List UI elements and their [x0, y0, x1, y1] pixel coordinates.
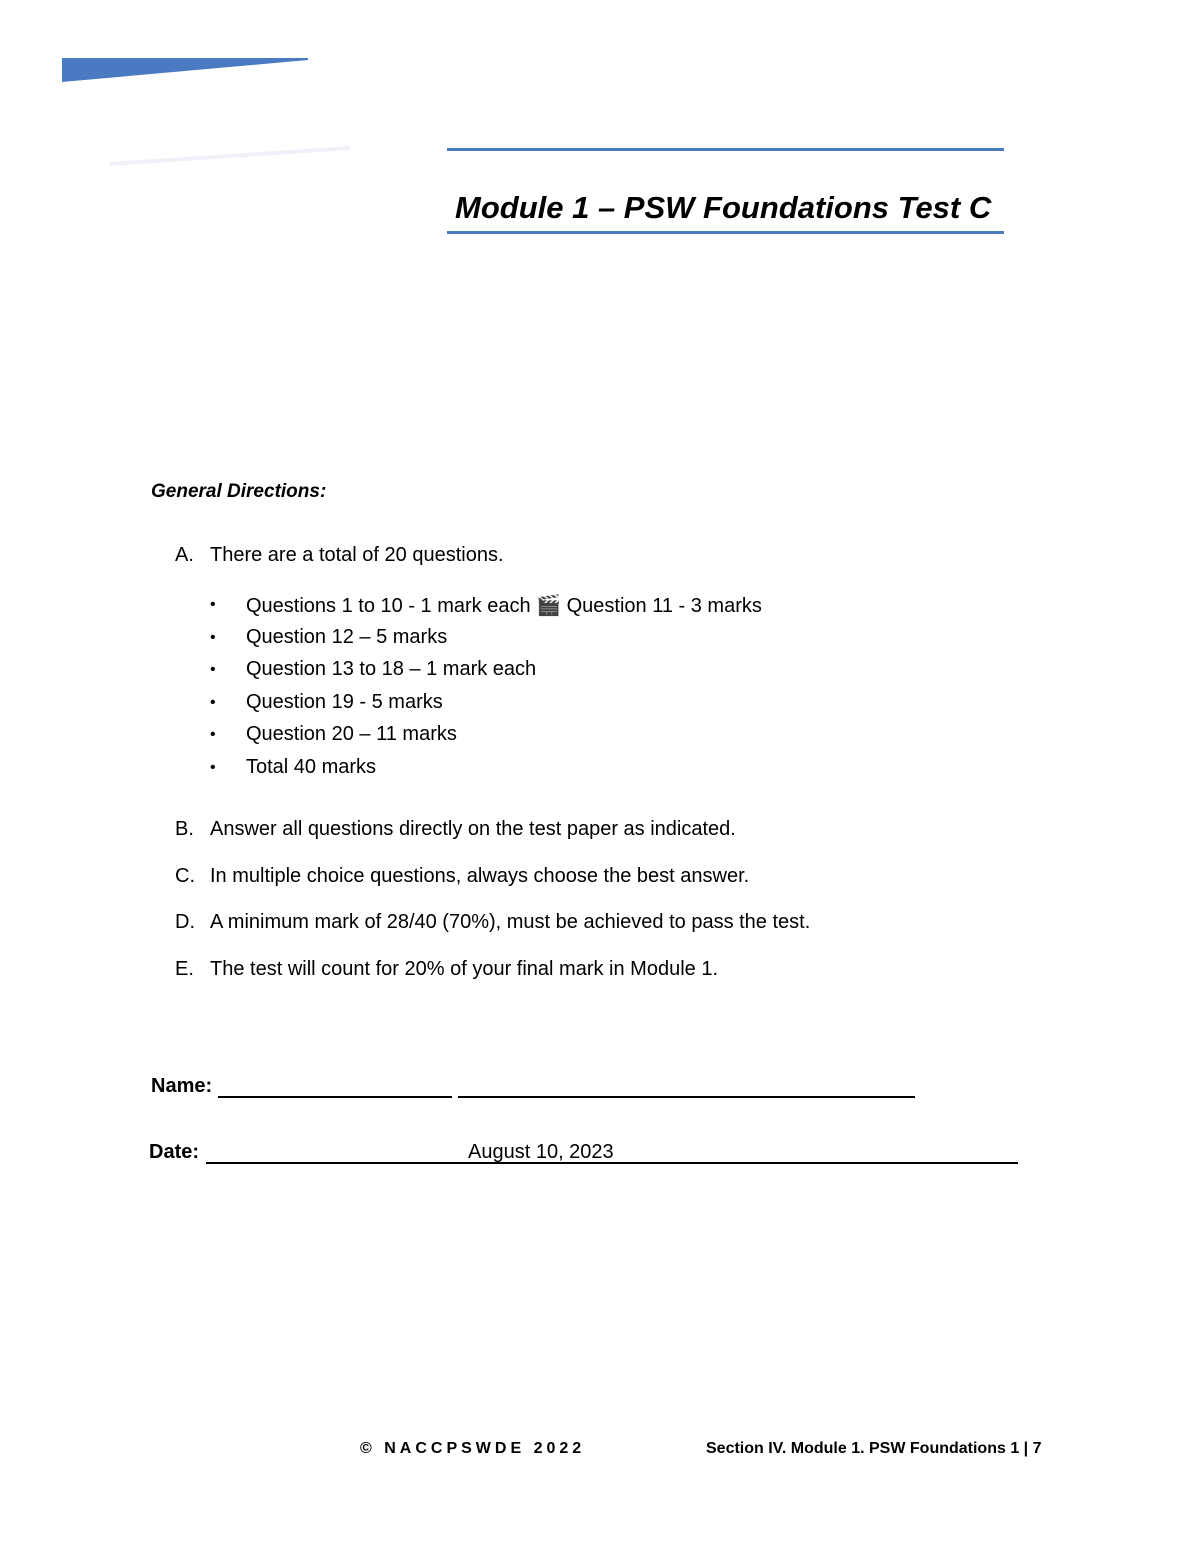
bullet-marker: • [210, 726, 216, 743]
direction-letter: D. [175, 911, 195, 933]
name-line-first[interactable] [218, 1096, 452, 1098]
direction-item: There are a total of 20 questions. [210, 544, 504, 566]
bullet-marker: • [210, 759, 216, 776]
direction-item: Answer all questions directly on the test paper as indicated. [210, 818, 736, 840]
date-value: August 10, 2023 [468, 1141, 614, 1163]
name-line-last[interactable] [458, 1096, 915, 1098]
direction-item: The test will count for 20% of your final mark in Module 1. [210, 958, 719, 980]
footer-copyright: © NACCPSWDE 2022 [360, 1440, 586, 1457]
direction-letter: B. [175, 818, 194, 840]
directions-heading: General Directions: [151, 481, 327, 502]
date-label: Date: [149, 1141, 200, 1163]
direction-letter: C. [175, 865, 195, 887]
bullet-marker: • [210, 661, 216, 678]
bullet-item: Question 12 – 5 marks [246, 626, 448, 648]
footer-section: Section IV. Module 1. PSW Foundations 1 | 7 [706, 1440, 1042, 1457]
bullet-item: Total 40 marks [246, 756, 377, 778]
direction-item: In multiple choice questions, always choose the best answer. [210, 865, 750, 887]
bullet-marker: • [210, 596, 216, 613]
bullet-item: Question 13 to 18 – 1 mark each [246, 658, 537, 680]
direction-letter: A. [175, 544, 194, 566]
page-title: Module 1 – PSW Foundations Test C [455, 190, 992, 225]
title-bottom-rule [447, 231, 1004, 234]
name-label: Name: [151, 1075, 213, 1097]
bullet-item: Question 19 - 5 marks [246, 691, 443, 713]
direction-letter: E. [175, 958, 194, 980]
bullet-item: Questions 1 to 10 - 1 mark each 🎬 Question 11 - 3 marks [246, 595, 762, 617]
direction-item: A minimum mark of 28/40 (70%), must be achieved to pass the test. [210, 911, 811, 933]
bullet-item: Question 20 – 11 marks [246, 723, 457, 745]
logo-graphic [0, 0, 400, 200]
bullet-marker: • [210, 694, 216, 711]
title-top-rule [447, 148, 1004, 151]
bullet-marker: • [210, 629, 216, 646]
